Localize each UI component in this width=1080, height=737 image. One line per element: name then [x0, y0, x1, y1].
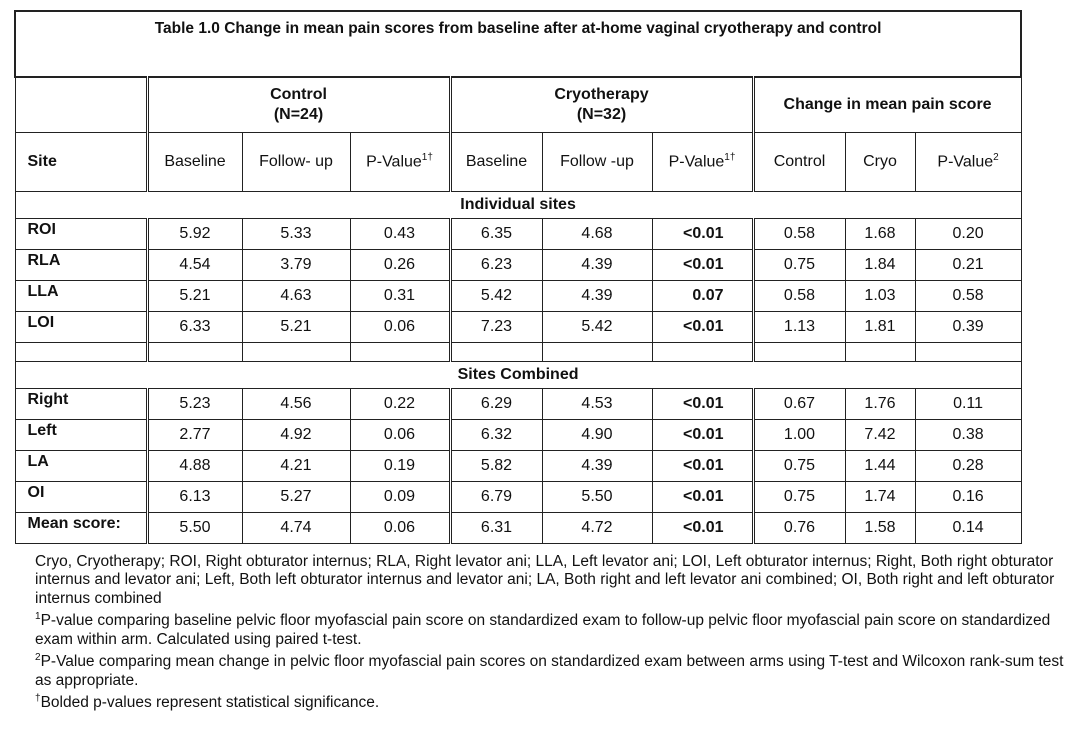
change-pvalue-cell: 0.14 [915, 513, 1021, 544]
cryo-baseline-cell: 6.35 [450, 219, 542, 250]
change-cryo-cell: 1.68 [845, 219, 915, 250]
cryo-followup-cell: 4.90 [542, 420, 652, 451]
site-cell: OI [15, 482, 147, 513]
change-pvalue-cell: 0.58 [915, 281, 1021, 312]
group-header-change: Change in mean pain score [753, 77, 1021, 133]
site-cell: ROI [15, 219, 147, 250]
table-row [15, 451, 1021, 482]
control-baseline-cell: 4.54 [147, 250, 242, 281]
control-followup-cell: 5.27 [242, 482, 350, 513]
individual-sites-rows [15, 219, 1021, 343]
cryo-followup-cell: 4.39 [542, 281, 652, 312]
control-followup-cell: 4.63 [242, 281, 350, 312]
footnote-2-text: P-Value comparing mean change in pelvic floor myofascial pain scores on standardized exam between arms using T-test and Wilcoxon rank-sum test as appropriate. [35, 653, 1064, 689]
control-baseline-cell: 5.92 [147, 219, 242, 250]
table-row [15, 250, 1021, 281]
spacer-cell [915, 343, 1021, 362]
footnote-3-mark: † [35, 693, 41, 705]
change-pvalue-cell: 0.16 [915, 482, 1021, 513]
change-pvalue-cell: 0.38 [915, 420, 1021, 451]
change-control-cell: 0.75 [753, 451, 845, 482]
spacer-cell [845, 343, 915, 362]
column-header-change-cryo: Cryo [845, 133, 915, 192]
change-cryo-cell: 1.44 [845, 451, 915, 482]
cryo-pvalue-cell: <0.01 [652, 420, 753, 451]
sites-combined-rows [15, 389, 1021, 544]
cryo-baseline-cell: 6.31 [450, 513, 542, 544]
change-cryo-cell: 1.74 [845, 482, 915, 513]
pvalue2-superscript: 2 [993, 152, 999, 164]
control-baseline-cell: 6.33 [147, 312, 242, 343]
control-group-n: (N=24) [273, 106, 324, 123]
cryo-baseline-cell: 6.23 [450, 250, 542, 281]
control-pvalue-cell: 0.19 [350, 451, 450, 482]
pvalue2-label: P-Value [937, 153, 994, 171]
column-header-control-baseline: Baseline [147, 133, 242, 192]
control-baseline-cell: 2.77 [147, 420, 242, 451]
site-cell: RLA [15, 250, 147, 281]
control-followup-cell: 4.21 [242, 451, 350, 482]
cryo-group-name: Cryotherapy [554, 86, 649, 103]
control-pvalue-cell: 0.43 [350, 219, 450, 250]
pvalue-label: P-Value [668, 153, 725, 171]
group-header-cryotherapy [450, 77, 753, 133]
change-control-cell: 0.67 [753, 389, 845, 420]
pvalue-superscript: 1† [724, 152, 736, 164]
control-pvalue-cell: 0.31 [350, 281, 450, 312]
cryo-pvalue-cell: 0.07 [652, 281, 753, 312]
pvalue-label: P-Value [366, 153, 422, 171]
control-baseline-cell: 4.88 [147, 451, 242, 482]
change-pvalue-cell: 0.20 [915, 219, 1021, 250]
cryo-baseline-cell: 5.42 [450, 281, 542, 312]
change-pvalue-cell: 0.39 [915, 312, 1021, 343]
change-control-cell: 0.58 [753, 219, 845, 250]
change-cryo-cell: 1.84 [845, 250, 915, 281]
column-header-control-pvalue [350, 133, 450, 192]
change-cryo-cell: 1.58 [845, 513, 915, 544]
spacer-cell [542, 343, 652, 362]
site-cell: LOI [15, 312, 147, 343]
control-pvalue-cell: 0.06 [350, 420, 450, 451]
pain-score-table-container [14, 10, 1020, 544]
spacer-cell [15, 343, 147, 362]
footnote-2 [35, 649, 1075, 690]
spacer-cell [753, 343, 845, 362]
cryo-followup-cell: 4.39 [542, 451, 652, 482]
column-header-cryo-followup: Follow -up [542, 133, 652, 192]
cryo-baseline-cell: 6.32 [450, 420, 542, 451]
cryo-followup-cell: 5.50 [542, 482, 652, 513]
control-pvalue-cell: 0.22 [350, 389, 450, 420]
control-baseline-cell: 5.50 [147, 513, 242, 544]
change-cryo-cell: 7.42 [845, 420, 915, 451]
footnote-1 [35, 608, 1075, 649]
section-header-sites-combined: Sites Combined [15, 362, 1021, 389]
table-row [15, 312, 1021, 343]
change-control-cell: 0.75 [753, 482, 845, 513]
footnote-3-text: Bolded p-values represent statistical significance. [40, 694, 380, 712]
column-header-change-control: Control [753, 133, 845, 192]
change-control-cell: 0.76 [753, 513, 845, 544]
change-pvalue-cell: 0.28 [915, 451, 1021, 482]
table-footnotes [35, 553, 1075, 713]
table-row [15, 281, 1021, 312]
table-row [15, 389, 1021, 420]
header-blank [15, 77, 147, 133]
spacer-cell [450, 343, 542, 362]
group-header-control [147, 77, 450, 133]
footnote-1-mark: 1 [35, 611, 41, 623]
control-followup-cell: 4.56 [242, 389, 350, 420]
table-row [15, 219, 1021, 250]
control-pvalue-cell: 0.06 [350, 312, 450, 343]
control-baseline-cell: 5.23 [147, 389, 242, 420]
change-pvalue-cell: 0.11 [915, 389, 1021, 420]
spacer-cell [147, 343, 242, 362]
spacer-cell [350, 343, 450, 362]
change-control-cell: 0.75 [753, 250, 845, 281]
spacer-cell [652, 343, 753, 362]
control-followup-cell: 4.74 [242, 513, 350, 544]
cryo-pvalue-cell: <0.01 [652, 389, 753, 420]
column-header-site: Site [15, 133, 147, 192]
column-header-change-pvalue [915, 133, 1021, 192]
site-cell: Left [15, 420, 147, 451]
footnote-1-text: P-value comparing baseline pelvic floor myofascial pain score on standardized exam to follow-up pelvic floor myofascial pain score on standardized exam within arm. Calculated using paired t-test. [35, 612, 1051, 648]
change-cryo-cell: 1.76 [845, 389, 915, 420]
table-title: Table 1.0 Change in mean pain scores from baseline after at-home vaginal cryotherapy and control [15, 11, 1021, 77]
cryo-followup-cell: 4.53 [542, 389, 652, 420]
site-cell: Right [15, 389, 147, 420]
change-cryo-cell: 1.81 [845, 312, 915, 343]
pain-score-table [14, 10, 1022, 544]
cryo-pvalue-cell: <0.01 [652, 513, 753, 544]
spacer-cell [242, 343, 350, 362]
change-control-cell: 1.13 [753, 312, 845, 343]
table-row [15, 513, 1021, 544]
change-control-cell: 1.00 [753, 420, 845, 451]
change-cryo-cell: 1.03 [845, 281, 915, 312]
control-group-name: Control [270, 86, 327, 103]
column-header-cryo-pvalue [652, 133, 753, 192]
footnote-abbreviations: Cryo, Cryotherapy; ROI, Right obturator internus; RLA, Right levator ani; LLA, Left levator ani; LOI, Left obturator internus; Right, Both right obturator internus and levator ani; Left, Both left obturator internus and levator ani; LA, Both right and left levator ani combined; OI, Both right and left obturator internus combined [35, 553, 1055, 607]
column-header-cryo-baseline: Baseline [450, 133, 542, 192]
control-followup-cell: 3.79 [242, 250, 350, 281]
section-header-individual-sites: Individual sites [15, 192, 1021, 219]
change-pvalue-cell: 0.21 [915, 250, 1021, 281]
cryo-baseline-cell: 7.23 [450, 312, 542, 343]
cryo-baseline-cell: 6.29 [450, 389, 542, 420]
cryo-followup-cell: 4.68 [542, 219, 652, 250]
cryo-pvalue-cell: <0.01 [652, 250, 753, 281]
footnote-2-mark: 2 [35, 652, 41, 664]
site-cell: LLA [15, 281, 147, 312]
control-baseline-cell: 5.21 [147, 281, 242, 312]
site-cell: Mean score: [15, 513, 147, 544]
cryo-pvalue-cell: <0.01 [652, 482, 753, 513]
cryo-baseline-cell: 6.79 [450, 482, 542, 513]
column-header-control-followup: Follow- up [242, 133, 350, 192]
footnote-3 [35, 690, 1075, 713]
control-followup-cell: 5.33 [242, 219, 350, 250]
cryo-pvalue-cell: <0.01 [652, 219, 753, 250]
cryo-group-n: (N=32) [576, 106, 627, 123]
change-control-cell: 0.58 [753, 281, 845, 312]
cryo-pvalue-cell: <0.01 [652, 312, 753, 343]
site-cell: LA [15, 451, 147, 482]
pvalue-superscript: 1† [421, 152, 433, 164]
control-pvalue-cell: 0.09 [350, 482, 450, 513]
cryo-pvalue-cell: <0.01 [652, 451, 753, 482]
control-followup-cell: 5.21 [242, 312, 350, 343]
cryo-followup-cell: 4.72 [542, 513, 652, 544]
control-followup-cell: 4.92 [242, 420, 350, 451]
table-row [15, 482, 1021, 513]
cryo-followup-cell: 4.39 [542, 250, 652, 281]
table-row [15, 420, 1021, 451]
cryo-followup-cell: 5.42 [542, 312, 652, 343]
control-pvalue-cell: 0.06 [350, 513, 450, 544]
control-baseline-cell: 6.13 [147, 482, 242, 513]
cryo-baseline-cell: 5.82 [450, 451, 542, 482]
control-pvalue-cell: 0.26 [350, 250, 450, 281]
